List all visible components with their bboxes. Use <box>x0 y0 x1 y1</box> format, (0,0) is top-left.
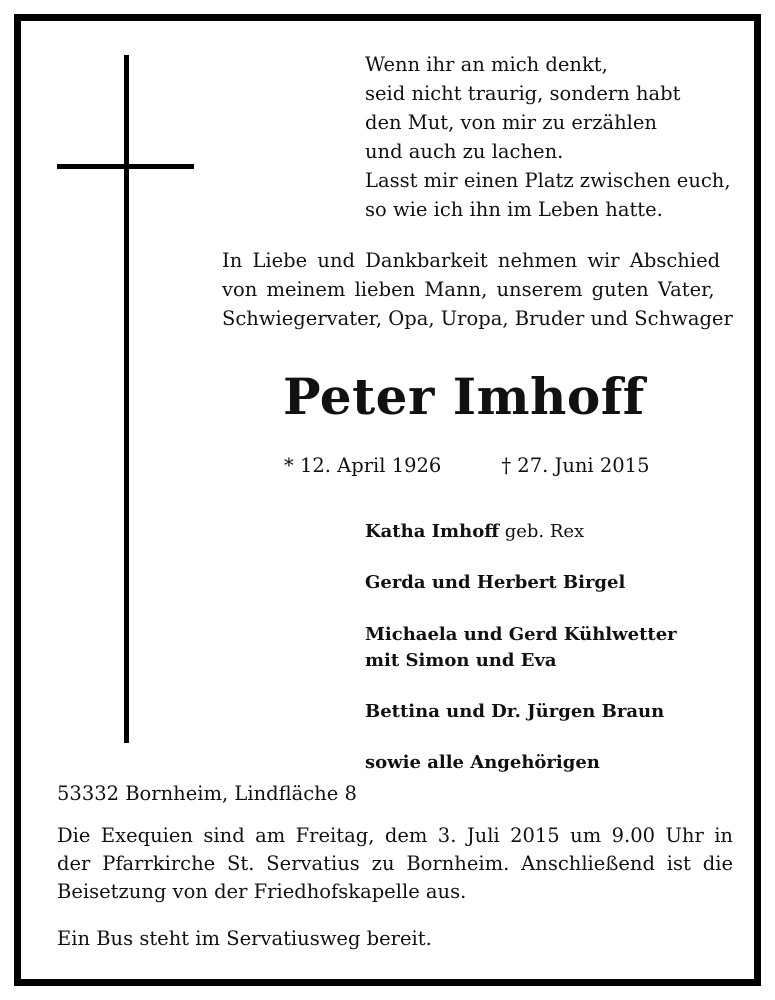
mourner: sowie alle Angehörigen <box>365 752 600 773</box>
funeral-info-line: der Pfarrkirche St. Servatius zu Bornheim. Anschließend ist die <box>57 852 733 875</box>
bus-info: Ein Bus steht im Servatiusweg bereit. <box>57 927 432 950</box>
funeral-info-line: Beisetzung von der Friedhofskapelle aus. <box>57 880 467 903</box>
poem-line: Wenn ihr an mich denkt, <box>365 53 608 76</box>
mourner-maiden-name: geb. Rex <box>498 521 585 542</box>
intro-text <box>222 246 732 333</box>
mourner <box>365 520 677 544</box>
mourner-name: Katha Imhoff <box>365 521 499 542</box>
poem-line: und auch zu lachen. <box>365 140 564 163</box>
mourner: Bettina und Dr. Jürgen Braun <box>365 701 665 722</box>
obituary-notice <box>14 14 761 986</box>
poem-line: Lasst mir einen Platz zwischen euch, <box>365 169 731 192</box>
intro-line: In Liebe und Dankbarkeit nehmen wir Abschied <box>222 249 721 272</box>
cross-horizontal-bar <box>57 164 194 169</box>
poem-line: so wie ich ihn im Leben hatte. <box>365 198 663 221</box>
poem-line: seid nicht traurig, sondern habt <box>365 82 681 105</box>
funeral-info <box>57 822 733 906</box>
mourner-line: mit Simon und Eva <box>365 650 557 671</box>
poem-line: den Mut, von mir zu erzählen <box>365 111 657 134</box>
intro-line: von meinem lieben Mann, unserem guten Vater, <box>222 278 715 301</box>
birth-date: * 12. April 1926 <box>284 454 442 477</box>
mourner <box>365 622 677 674</box>
intro-line: Schwiegervater, Opa, Uropa, Bruder und Schwager <box>222 307 733 330</box>
deceased-name: Peter Imhoff <box>283 367 645 426</box>
death-date: † 27. Juni 2015 <box>501 454 650 477</box>
mourners-list <box>365 520 677 802</box>
address: 53332 Bornheim, Lindfläche 8 <box>57 782 357 805</box>
poem <box>365 50 731 224</box>
mourner-line: Michaela und Gerd Kühlwetter <box>365 624 677 645</box>
cross-vertical-bar <box>124 55 129 743</box>
funeral-info-line: Die Exequien sind am Freitag, dem 3. Juli 2015 um 9.00 Uhr in <box>57 824 733 847</box>
life-dates <box>284 453 650 479</box>
mourner: Gerda und Herbert Birgel <box>365 572 626 593</box>
